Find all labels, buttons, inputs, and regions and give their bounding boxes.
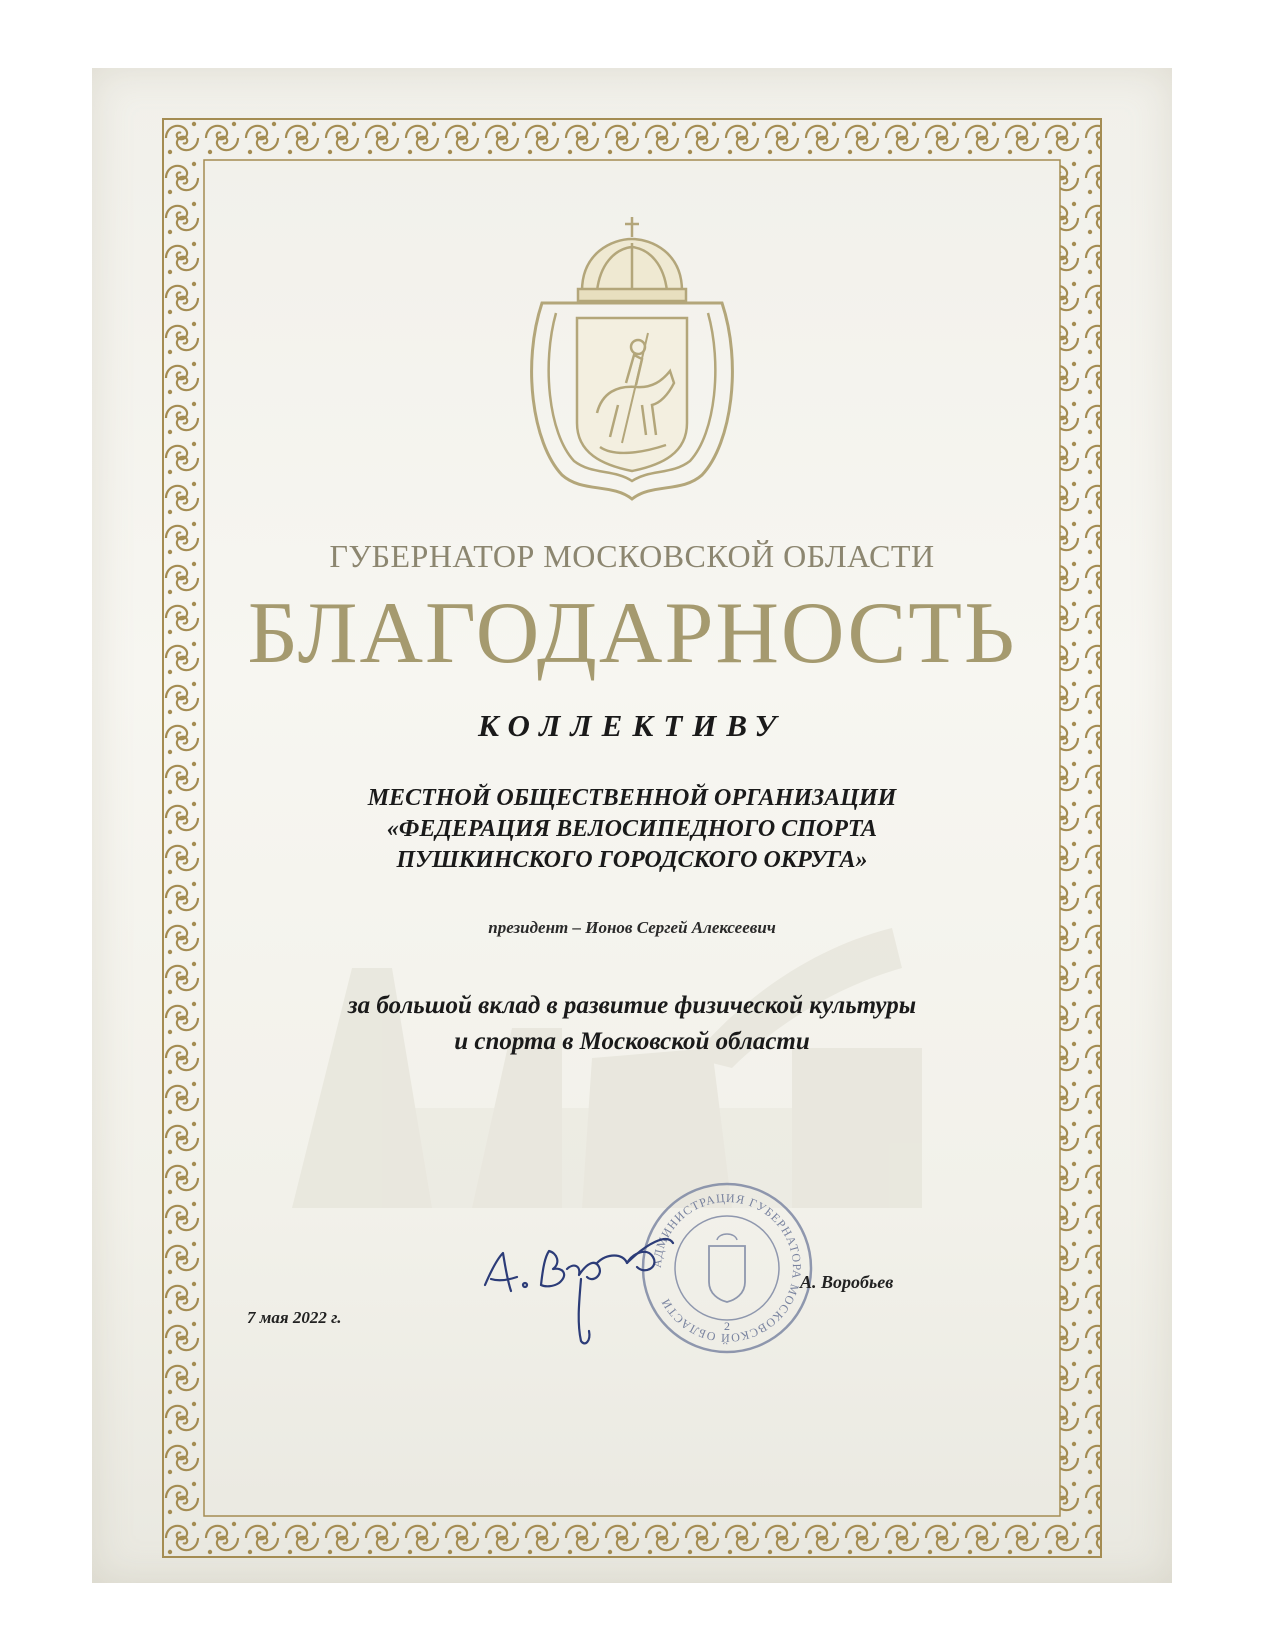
issue-date: 7 мая 2022 г. bbox=[247, 1308, 342, 1327]
organization-line: МЕСТНОЙ ОБЩЕСТВЕННОЙ ОРГАНИЗАЦИИ bbox=[367, 785, 897, 811]
organization-line: ПУШКИНСКОГО ГОРОДСКОГО ОКРУГА» bbox=[396, 847, 868, 873]
addressee: КОЛЛЕКТИВУ bbox=[477, 708, 787, 743]
president-line: президент – Ионов Сергей Алексеевич bbox=[488, 918, 776, 937]
certificate-sheet bbox=[92, 68, 1172, 1583]
coat-of-arms-icon bbox=[522, 213, 742, 503]
organization-line: «ФЕДЕРАЦИЯ ВЕЛОСИПЕДНОГО СПОРТА bbox=[386, 816, 878, 842]
certificate-title: БЛАГОДАРНОСТЬ bbox=[247, 585, 1017, 682]
seal-number: 2 bbox=[724, 1319, 730, 1333]
issuer-heading: ГУБЕРНАТОР МОСКОВСКОЙ ОБЛАСТИ bbox=[329, 538, 935, 574]
handwritten-signature bbox=[477, 1223, 697, 1353]
signer-name: А. Воробьев bbox=[800, 1272, 894, 1292]
reason-line: за большой вклад в развитие физической культуры bbox=[347, 992, 917, 1019]
reason-line: и спорта в Московской области bbox=[454, 1028, 810, 1055]
award-reason bbox=[92, 988, 1172, 1060]
organization-name bbox=[92, 783, 1172, 876]
seal-text: АДМИНИСТРАЦИЯ ГУБЕРНАТОРА МОСКОВСКОЙ ОБЛАСТИ bbox=[649, 1190, 805, 1346]
